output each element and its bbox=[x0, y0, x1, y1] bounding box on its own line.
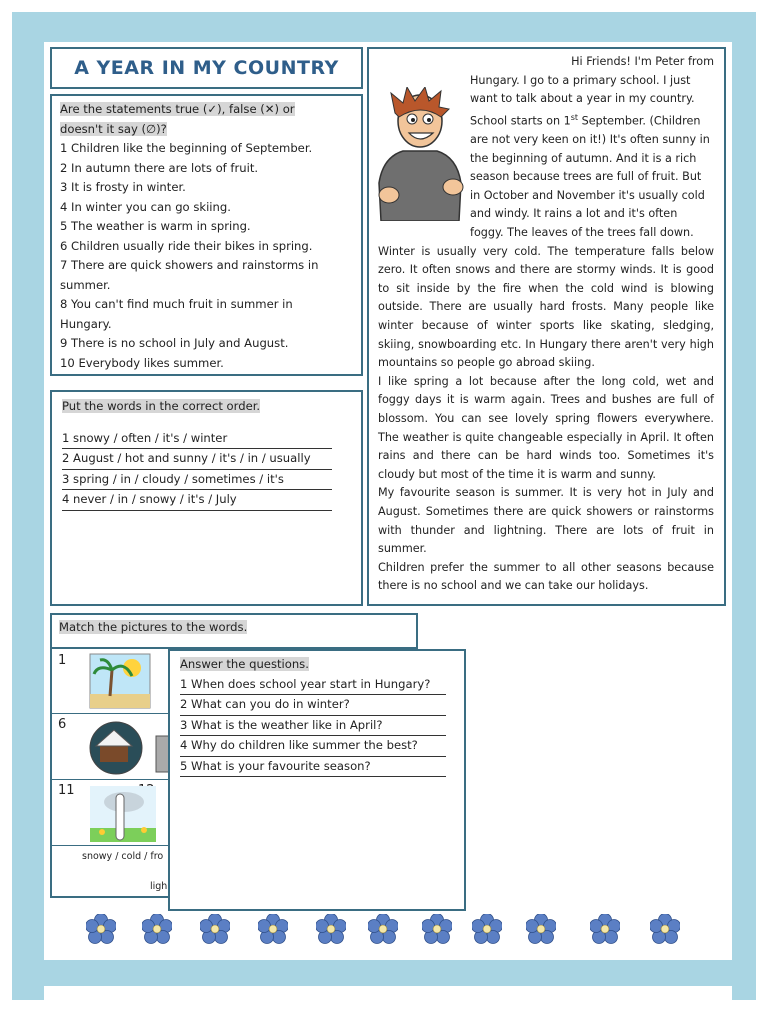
children-paragraph: Children prefer the summer to all other seasons because there is no school and we can take our holidays. bbox=[378, 560, 714, 593]
tf-statement: 9 There is no school in July and August. bbox=[60, 336, 289, 350]
tf-instruction-2: doesn't it say (∅)? bbox=[60, 121, 167, 136]
intro-line: Hi Friends! I'm Peter from bbox=[571, 55, 714, 68]
word-order-item: 1 snowy / often / it's / winter bbox=[62, 430, 228, 445]
picture-number: 11 bbox=[58, 783, 75, 798]
page-title: A YEAR IN MY COUNTRY bbox=[50, 47, 363, 89]
picture-number: 1 bbox=[58, 653, 67, 668]
match-instruction: Match the pictures to the words. bbox=[59, 620, 248, 634]
summer-paragraph: My favourite season is summer. It is very hot in July and August. Sometimes there are quick showers or rainstorms with thunder and lightning. There are lots of fruit in summer. bbox=[378, 486, 714, 556]
sunny-palm-picture bbox=[88, 652, 152, 710]
true-false-exercise bbox=[50, 94, 363, 376]
word-order-instruction: Put the words in the correct order. bbox=[62, 399, 261, 413]
intro-line: the beginning of autumn. And it is a rich bbox=[470, 151, 697, 165]
word-order-item: 2 August / hot and sunny / it's / in / usually bbox=[62, 451, 311, 465]
answer-line[interactable] bbox=[180, 776, 446, 777]
intro-line: want to talk about a year in my country. bbox=[470, 92, 695, 106]
tf-statement: 3 It is frosty in winter. bbox=[60, 180, 186, 194]
match-exercise-header bbox=[50, 613, 418, 649]
flower-icon bbox=[142, 914, 172, 944]
spring-paragraph: I like spring a lot because after the long cold, wet and foggy days it is warm again. Trees and bushes are full of blossom. You can see lovely spring flowers everywhere. The weather is quite changeable especially in April. It often rains and there can be hard winds too. Sometimes it's cloudy but most of the time it is warm and sunny. bbox=[378, 374, 714, 481]
answer-line[interactable] bbox=[62, 510, 332, 511]
tf-statement: 5 The weather is warm in spring. bbox=[60, 219, 251, 233]
question: 5 What is your favourite season? bbox=[180, 758, 371, 773]
flower-icon bbox=[258, 914, 288, 944]
question: 2 What can you do in winter? bbox=[180, 697, 350, 711]
intro-line: and windy. It rains a lot and it's often bbox=[470, 207, 678, 221]
intro-line: Hungary. I go to a primary school. I just bbox=[470, 73, 691, 87]
snowy-house-picture bbox=[86, 718, 176, 776]
spring-thermometer-picture bbox=[88, 784, 158, 844]
grid-line bbox=[52, 713, 178, 714]
intro-line: season because trees are full of fruit. But bbox=[470, 170, 702, 184]
intro-line: foggy. The leaves of the trees fall down. bbox=[470, 226, 694, 240]
tf-statement: 10 Everybody likes summer. bbox=[60, 355, 224, 370]
word-list: ligh bbox=[150, 881, 168, 892]
word-list: snowy / cold / fro bbox=[82, 851, 164, 862]
question: 3 What is the weather like in April? bbox=[180, 717, 383, 732]
word-order-exercise bbox=[50, 390, 363, 606]
flower-icon bbox=[316, 914, 346, 944]
tf-statement: 1 Children like the beginning of September. bbox=[60, 141, 313, 155]
intro-line: are not very keen on it!) It's often sunny in bbox=[470, 133, 710, 147]
word-order-item: 3 spring / in / cloudy / sometimes / it's bbox=[62, 471, 284, 486]
intro-line: School starts on 1st September. (Children bbox=[470, 112, 701, 128]
flower-icon bbox=[590, 914, 620, 944]
tf-statement: 6 Children usually ride their bikes in spring. bbox=[60, 238, 313, 253]
questions-instruction: Answer the questions. bbox=[180, 657, 309, 671]
reading-text bbox=[367, 47, 726, 606]
tf-statement: Hungary. bbox=[60, 316, 112, 331]
picture-number: 6 bbox=[58, 717, 67, 732]
match-picture-grid bbox=[50, 647, 180, 898]
tf-statement: 2 In autumn there are lots of fruit. bbox=[60, 160, 259, 175]
questions-exercise bbox=[168, 649, 466, 911]
flower-icon bbox=[526, 914, 556, 944]
flower-icon bbox=[472, 914, 502, 944]
question: 4 Why do children like summer the best? bbox=[180, 738, 418, 752]
next-page-edge bbox=[44, 986, 732, 1024]
tf-statement: 8 You can't find much fruit in summer in bbox=[60, 297, 293, 311]
word-order-item: 4 never / in / snowy / it's / July bbox=[62, 492, 237, 506]
question: 1 When does school year start in Hungary? bbox=[180, 676, 431, 691]
tf-statement: summer. bbox=[60, 277, 111, 292]
tf-statement: 7 There are quick showers and rainstorms in bbox=[60, 258, 319, 272]
winter-paragraph: Winter is usually very cold. The temperature falls below zero. It often snows and there are stormy winds. It is good to sit inside by the fire when the cold wind is blowing outside. There are usually hard frosts. Many people like winter because of winter sports like skating, sledging, skiing, snowboarding etc. In Hungary there aren't very high mountains so people go abroad skiing. bbox=[378, 244, 714, 370]
grid-line bbox=[52, 845, 178, 846]
tf-instruction: Are the statements true (✓), false (✕) or bbox=[60, 102, 295, 116]
boy-illustration bbox=[373, 87, 467, 221]
flower-icon bbox=[86, 914, 116, 944]
flower-icon bbox=[422, 914, 452, 944]
flower-icon bbox=[650, 914, 680, 944]
intro-line: in October and November it's usually cold bbox=[470, 188, 705, 202]
flower-icon bbox=[368, 914, 398, 944]
grid-line bbox=[52, 779, 178, 780]
tf-statement: 4 In winter you can go skiing. bbox=[60, 199, 231, 214]
flower-icon bbox=[200, 914, 230, 944]
